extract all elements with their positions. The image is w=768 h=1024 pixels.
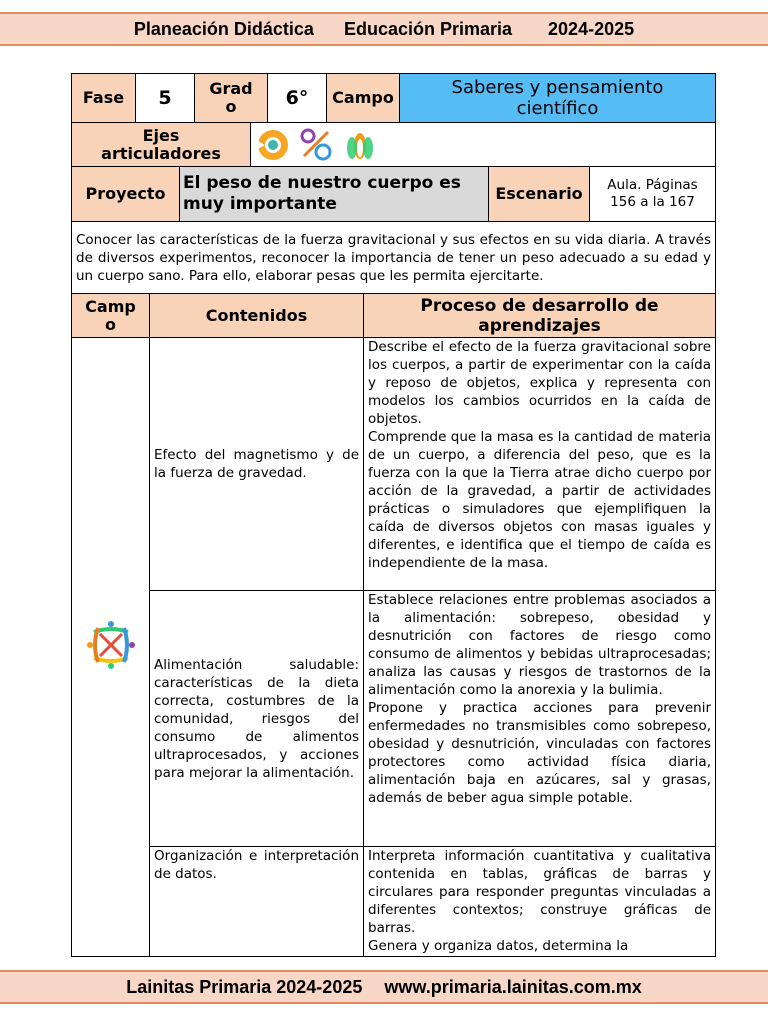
- interculturalidad-icon: [296, 126, 336, 164]
- contenido-3: Organización e interpretación de datos.: [150, 847, 364, 957]
- info-table-row1: [71, 73, 716, 123]
- escenario-value: Aula. Páginas 156 a la 167: [590, 167, 716, 222]
- header-title: Planeación Didáctica: [133, 18, 314, 39]
- vida-saludable-icon: [341, 126, 379, 164]
- info-table-row3: [71, 166, 716, 222]
- escenario-label: Escenario: [489, 167, 590, 222]
- contenido-1: Efecto del magnetismo y de la fuerza de gravedad.: [150, 338, 364, 591]
- fase-value: 5: [136, 74, 195, 123]
- header-banner: [0, 12, 768, 46]
- columns-header: [71, 293, 716, 338]
- col-campo: Campo: [72, 294, 150, 338]
- fase-label: Fase: [72, 74, 136, 123]
- campo-value: Saberes y pensamiento científico: [400, 74, 716, 123]
- objective-table: [71, 221, 716, 294]
- info-table-row2: [71, 122, 716, 167]
- footer-url: www.primaria.lainitas.com.mx: [384, 976, 642, 997]
- ejes-label: Ejes articuladores: [72, 123, 251, 167]
- contenido-2: Alimentación saludable: características de la dieta correcta, costumbres de la comunidad, riesgos del consumo de alimentos ultraprocesados, y acciones para mejorar la alimentación.: [150, 591, 364, 847]
- proyecto-value: El peso de nuestro cuerpo es muy importante: [180, 167, 489, 222]
- header-year: 2024-2025: [548, 18, 635, 39]
- footer-brand: Lainitas Primaria 2024-2025: [126, 976, 363, 997]
- inclusion-icon: [255, 127, 291, 163]
- footer-banner: [0, 970, 768, 1004]
- proceso-3: Interpreta información cuantitativa y cualitativa contenida en tablas, gráficas de barras y circulares para responder preguntas vinculadas a diferentes contextos; construye gráficas de barras. Genera y organiza datos, determina la: [364, 847, 716, 957]
- campo-label: Campo: [327, 74, 400, 123]
- saberes-campo-icon: [84, 618, 138, 672]
- col-proceso: Proceso de desarrollo de aprendizajes: [364, 294, 716, 338]
- proyecto-label: Proyecto: [72, 167, 180, 222]
- ejes-icons: [251, 123, 716, 167]
- col-contenidos: Contenidos: [150, 294, 364, 338]
- proceso-2: Establece relaciones entre problemas asociados a la alimentación: sobrepeso, obesidad y desnutrición con factores de riesgo como consumo de alimentos y bebidas ultraprocesadas; analiza las causas y riesgos de trastornos de la alimentación como la anorexia y la bulimia. Propone y practica acciones para prevenir enfermedades no transmisibles como sobrepeso, obesidad y desnutrición, vinculadas con factores protectores como actividad física diaria, alimentación baja en azúcares, sal y grasas, además de beber agua simple potable.: [364, 591, 716, 847]
- content-table: [71, 337, 716, 957]
- project-objective: Conocer las características de la fuerza gravitacional y sus efectos en su vida diaria. A través de diversos experimentos, reconocer la importancia de tener un peso adecuado a su edad y un cuerpo sano. Para ello, elaborar pesas que les permita ejercitarte.: [72, 222, 716, 294]
- grado-label: Grado: [195, 74, 268, 123]
- campo-icon-cell: [72, 338, 150, 957]
- grado-value: 6°: [268, 74, 327, 123]
- header-level: Educación Primaria: [343, 18, 513, 39]
- proceso-1: Describe el efecto de la fuerza gravitacional sobre los cuerpos, a partir de experimentar con la caída y reposo de objetos, explica y representa con modelos los cambios ocurridos en la caída de objetos. Comprende que la masa es la cantidad de materia de un cuerpo, a diferencia del peso, que es la fuerza con la que la Tierra atrae dicho cuerpo por acción de la gravedad, a partir de actividades prácticas o simuladores que ejemplifiquen la caída de diversos objetos con masas iguales y diferentes, e identifica que el tiempo de caída es independiente de la masa.: [364, 338, 716, 591]
